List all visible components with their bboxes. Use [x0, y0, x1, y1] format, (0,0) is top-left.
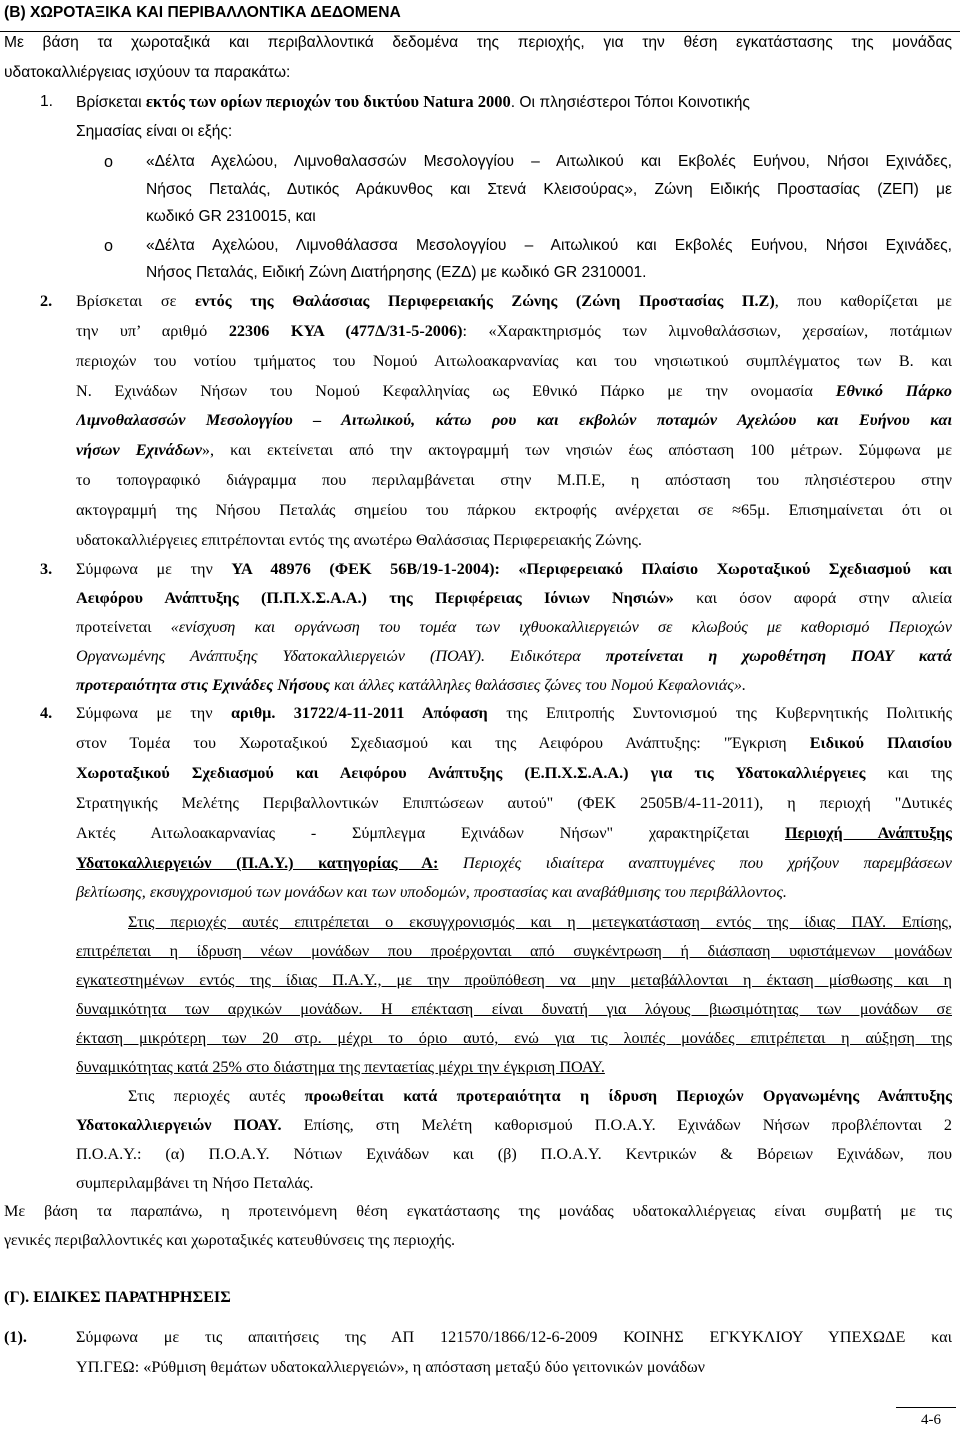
item-4-l2-text: στον Τομέα του Χωροταξικού Σχεδιασμού και της Αειφόρου Ανάπτυξης: "Έγκριση — [76, 734, 810, 752]
bullet-1-line-3: κωδικό GR 2310015, και — [146, 208, 316, 225]
item-3-poay-emphasis: προτείνεται η χωροθέτηση ΠΟΑΥ κατά — [605, 647, 952, 665]
item-1-natura-emphasis: εκτός των ορίων περιοχών του δικτύου Natura 2000 — [145, 92, 511, 111]
page-number: 4-6 — [921, 1412, 941, 1428]
item-2-l2-text-cont: : «Χαρακτηρισμός των λιμνοθαλάσσιων, χερσαίων, ποτάμιων — [462, 322, 952, 340]
item-4-line-3 — [76, 763, 952, 783]
item-2-line-7: το τοπογραφικό διάγραμμα που περιλαμβάνεται στην Μ.Π.Ε, η απόσταση του πλησιέστερου στην — [76, 471, 952, 489]
item-4-number: 4. — [40, 704, 53, 722]
section-b-header — [0, 0, 960, 32]
item-2-line-4 — [76, 381, 952, 401]
item-4-para2-line-2: επιτρέπεται η ίδρυση νέων μονάδων που προέρχονται από συγκέντρωση ή διάσπαση υφιστάμενων μονάδων — [76, 942, 952, 960]
item-3-number: 3. — [40, 560, 53, 578]
item-3-line-2 — [76, 588, 952, 608]
item-4-p3-text: Στις περιοχές αυτές — [128, 1087, 305, 1105]
bullet-2-icon: o — [104, 237, 114, 255]
bullet-1-icon: o — [104, 153, 114, 171]
section-c-line-1: Σύμφωνα με τις απαιτήσεις της ΑΠ 121570/1866/12-6-2009 ΚΟΙΝΗΣ ΕΓΚΥΚΛΙΟΥ ΥΠΕΧΩΔΕ και — [76, 1328, 952, 1346]
item-2-number: 2. — [40, 292, 53, 310]
item-4-epxsaa-emphasis: Χωροταξικού Σχεδιασμού και Αειφόρου Ανάπτυξης (Ε.Π.Χ.Σ.Α.Α.) για τις Υδατοκαλλιέργειες — [76, 764, 866, 782]
item-4-text-cont: της Επιτροπής Συντονισμού της Κυβερνητικής Πολιτικής — [487, 704, 952, 722]
item-2-l4-text: Ν. Εχινάδων Νήσων του Νομού Κεφαλληνίας ως Εθνικό Πάρκο με την ονομασία — [76, 382, 836, 400]
item-4-para3-line-4: συμπεριλαμβάνει τη Νήσο Πεταλάς. — [76, 1174, 314, 1192]
item-4-p3-l2-text: Επίσης, στη Μελέτη καθορισμού Π.Ο.Α.Υ. Εχινάδων Νήσων προβλέπονται 2 — [281, 1116, 952, 1134]
item-4-line-5 — [76, 823, 952, 843]
item-4-l5-text: Ακτές Αιτωλοακαρνανίας - Σύμπλεγμα Εχινάδων Νήσων" χαρακτηρίζεται — [76, 824, 785, 842]
item-3-l4-text: Οργανωμένης Ανάπτυξης Υδατοκαλλιεργειών (ΠΟΑΥ). Ειδικότερα — [76, 647, 606, 665]
item-1-text: Βρίσκεται — [76, 94, 146, 111]
item-2-text-cont: , που καθορίζεται με — [774, 292, 952, 310]
item-4-poay-bold: Υδατοκαλλιεργειών ΠΟΑΥ. — [76, 1116, 282, 1134]
item-2-zone-emphasis: εντός της Θαλάσσιας Περιφερειακής Ζώνης (Ζώνη Προστασίας Π.Ζ) — [195, 292, 775, 310]
item-4-l3-text: και της — [865, 764, 952, 782]
item-3-quote-italic: «ενίσχυση και οργάνωση του τομέα των ιχθυοκαλλιεργειών σε κλωβούς με καθορισμό Περιοχών — [170, 618, 952, 636]
item-4-para3-line-3: Π.Ο.Α.Υ.: (α) Π.Ο.Α.Υ. Νότιων Εχινάδων και (β) Π.Ο.Α.Υ. Κεντρικών & Βόρειων Εχινάδων, που — [76, 1145, 952, 1163]
item-2-line-3: περιοχών του νοτίου τμήματος του Νομού Αιτωλοακαρνανίας και του νησιωτικού συμπλέγματος των Β. και — [76, 352, 952, 370]
item-2-line-5: Λιμνοθαλασσών Μεσολογγίου – Αιτωλικού, κάτω ρου και εκβολών ποταμών Αχελώου και Ευήνου και — [76, 411, 952, 429]
item-1-number: 1. — [40, 93, 54, 110]
item-1-line-2: Σημασίας είναι οι εξής: — [76, 123, 233, 140]
conclusion-line-1: Με βάση τα παραπάνω, η προτεινόμενη θέση εγκατάστασης της μονάδας υδατοκαλλιέργειας είναι συμβατή με τις — [4, 1202, 952, 1220]
item-4-line-7: βελτίωσης, εκσυγχρονισμού των μονάδων και των υποδομών, προστασίας και αναβάθμισης του περιβάλλοντος. — [76, 883, 787, 901]
bullet-1-line-1: «Δέλτα Αχελώου, Λιμνοθαλασσών Μεσολογγίου – Αιτωλικού και Εκβολές Ευήνου, Νήσοι Εχινάδες, — [146, 153, 952, 170]
item-3-line-1 — [76, 559, 952, 579]
item-4-framework-emphasis: Ειδικού Πλαισίου — [809, 734, 952, 752]
item-4-para2-line-3: εγκατεστημένων εντός της ίδιας Π.Α.Υ., με την προϋπόθεση να μην μεταβάλλονται η έκταση μίσθωσης και η — [76, 971, 952, 989]
item-3-line-4 — [76, 646, 952, 666]
item-4-para3-line-1 — [128, 1086, 952, 1106]
item-2-line-6 — [76, 440, 952, 460]
footer-rule — [896, 1407, 956, 1408]
item-4-para3-line-2 — [76, 1115, 952, 1135]
item-2-kya-emphasis: 22306 ΚΥΑ (477Δ/31-5-2006) — [228, 322, 463, 340]
item-4-category-emphasis: Υδατοκαλλιεργειών (Π.Α.Υ.) κατηγορίας Α: — [76, 854, 439, 872]
conclusion-line-2: γενικές περιβαλλοντικές και χωροταξικές κατευθύνσεις της περιοχής. — [4, 1231, 456, 1249]
item-2-line-9: υδατοκαλλιέργειες επιτρέπονται εντός της ανωτέρω Θαλάσσιας Περιφερειακής Ζώνης. — [76, 531, 642, 549]
item-3-echinades-emphasis: προτεραιότητα στις Εχινάδες Νήσους — [76, 676, 330, 694]
item-3-l2-text: και όσον αφορά στην αλιεία — [673, 589, 952, 607]
bullet-2-line-2: Νήσος Πεταλάς, Ειδική Ζώνη Διατήρησης (ΕΖΔ) με κωδικό GR 2310001. — [146, 264, 647, 281]
item-3-l5-text: και άλλες κατάλληλες θαλάσσιες ζώνες του Νομού Κεφαλονιάς». — [329, 676, 746, 694]
item-1-line-1 — [76, 92, 952, 112]
bullet-2-line-1: «Δέλτα Αχελώου, Λιμνοθάλασσα Μεσολογγίου – Αιτωλικού και Εκβολές Ευήνου, Νήσοι Εχινάδες, — [146, 237, 952, 254]
item-3-ya-emphasis: ΥΑ 48976 (ΦΕΚ 56Β/19-1-2004): «Περιφερειακό Πλαίσιο Χωροταξικού Σχεδιασμού και — [231, 560, 952, 578]
intro-line-1: Με βάση τα χωροταξικά και περιβαλλοντικά δεδομένα της περιοχής, για την θέση εγκατάστασης της μονάδας — [4, 34, 952, 51]
item-4-p3-emphasis: προωθείται κατά προτεραιότητα η ίδρυση Περιοχών Οργανωμένης Ανάπτυξης — [304, 1087, 952, 1105]
item-3-line-5 — [76, 675, 746, 695]
item-2-line-1 — [76, 291, 952, 311]
item-4-text: Σύμφωνα με την — [76, 704, 231, 722]
item-4-para2-line-5: έκταση μικρότερη των 20 στρ. μέχρι το όριο αυτό, ενώ για τις λοιπές μονάδες επιτρέπεται η αύξηση της — [76, 1029, 952, 1047]
item-3-text: Σύμφωνα με την — [76, 560, 232, 578]
item-2-line-2 — [76, 321, 952, 341]
item-2-line-8: ακτογραμμή της Νήσου Πεταλάς σημείου του πάρκου εκτροφής ανέρχεται σε ≈65μ. Επισημαίνεται ότι οι — [76, 501, 952, 519]
item-4-para2-line-1: Στις περιοχές αυτές επιτρέπεται ο εκσυγχρονισμός και η μετεγκατάσταση εντός της ίδιας ΠΑΥ. Επίσης, — [128, 913, 952, 931]
item-4-para2-line-6: δυναμικότητας κατά 25% στο διάστημα της πενταετίας μέχρι την έγκριση ΠΟΑΥ. — [76, 1058, 605, 1076]
item-4-decision-emphasis: αριθμ. 31722/4-11-2011 Απόφαση — [230, 704, 488, 722]
item-4-l6-italic: Περιοχές ιδιαίτερα αναπτυγμένες που χρήζουν παρεμβάσεων — [438, 854, 952, 872]
item-2-park-emphasis: Εθνικό Πάρκο — [835, 382, 952, 400]
item-2-l6-text: », και εκτείνεται από την ακτογραμμή των νησιών έως απόσταση 100 μέτρων. Σύμφωνα με — [201, 441, 952, 459]
item-4-line-2 — [76, 733, 952, 753]
section-b-title: (Β) ΧΩΡΟΤΑΞΙΚΑ ΚΑΙ ΠΕΡΙΒΑΛΛΟΝΤΙΚΑ ΔΕΔΟΜΕΝΑ — [4, 4, 401, 21]
item-2-islands-emphasis: νήσων Εχινάδων — [76, 441, 202, 459]
item-4-para2-line-4: δυναμικότητα των αρχικών μονάδων. Η επέκταση είναι δυνατή για λόγους βιωσιμότητας των μονάδων σε — [76, 1000, 952, 1018]
bullet-1-line-2: Νήσος Πεταλάς, Δυτικός Αράκυνθος και Στενά Κλεισούρας», Ζώνη Ειδικής Προστασίας (ΖΕΠ) με — [146, 181, 952, 198]
section-c-line-2: ΥΠ.ΓΕΩ: «Ρύθμιση θεμάτων υδατοκαλλιεργειών», η απόσταση μεταξύ δύο γειτονικών μονάδων — [76, 1358, 706, 1376]
section-c-item-number: (1). — [4, 1328, 27, 1346]
item-3-l3-text: προτείνεται — [76, 618, 171, 636]
item-4-line-4: Στρατηγικής Μελέτης Περιβαλλοντικών Επιπτώσεων αυτού" (ΦΕΚ 2505Β/4-11-2011), η περιοχή "Δυτικές — [76, 794, 952, 812]
item-3-line-3 — [76, 617, 952, 637]
item-4-line-6 — [76, 853, 952, 873]
item-2-l2-text: την υπ’ αριθμό — [76, 322, 229, 340]
item-2-text: Βρίσκεται σε — [76, 292, 195, 310]
item-3-region-emphasis: Αειφόρου Ανάπτυξης (Π.Π.Χ.Σ.Α.Α.) της Περιφέρειας Ιόνιων Νησιών» — [76, 589, 674, 607]
item-4-line-1 — [76, 703, 952, 723]
item-1-text-cont: . Οι πλησιέστεροι Τόποι Κοινοτικής — [510, 94, 750, 111]
intro-line-2: υδατοκαλλιέργειας ισχύουν τα παρακάτω: — [4, 64, 291, 81]
item-4-pay-emphasis: Περιοχή Ανάπτυξης — [784, 824, 952, 842]
section-c-title: (Γ). ΕΙΔΙΚΕΣ ΠΑΡΑΤΗΡΗΣΕΙΣ — [4, 1288, 231, 1306]
